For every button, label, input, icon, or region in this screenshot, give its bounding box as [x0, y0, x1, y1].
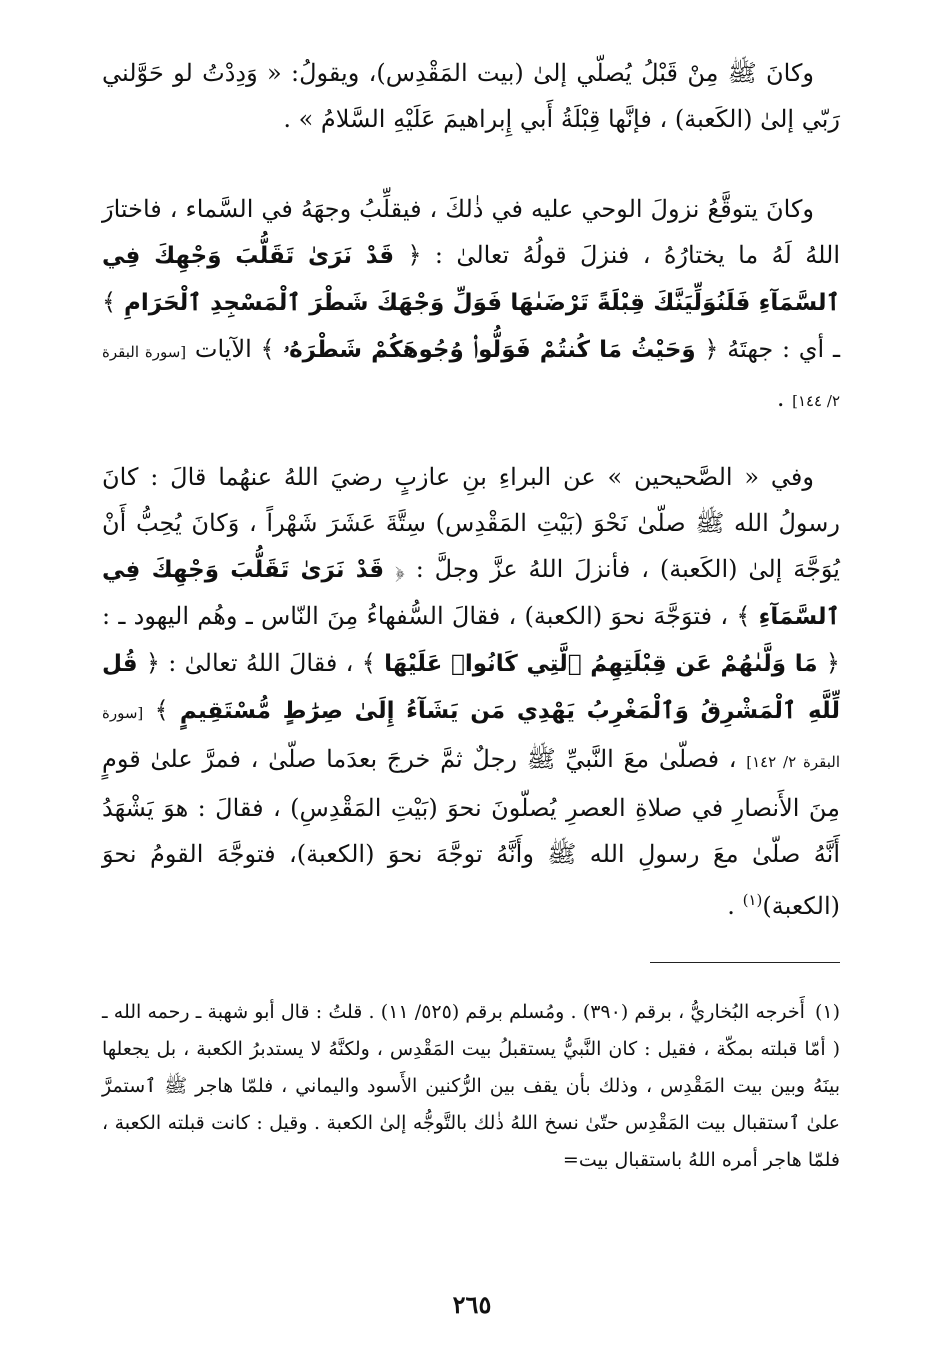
paragraph-3 — [102, 454, 840, 929]
footnote — [102, 994, 840, 1179]
paragraph-3-text: ﴾ ، فتوَجَّهَ نحوَ (الكعبة) ، فقالَ السُّفهاءُ مِنَ النّاس ـ وهُم اليهود ـ : ﴿ — [102, 602, 840, 677]
quran-verse: قُل لِّلَّهِ ٱلْمَشْرِقُ وَٱلْمَغْرِبُ يَهْدِي مَن يَشَآءُ إِلَىٰ صِرَٰطٍ مُّسْتَقِيمٍ — [102, 651, 840, 724]
paragraph-3-text: ﴾ ، فقالَ اللهُ تعالىٰ : ﴿ — [137, 649, 385, 677]
paragraph-1-end: » . — [283, 105, 321, 133]
paragraph-2-text: ﴾ ـ أي : جهتَهُ ﴿ — [102, 288, 840, 363]
surah-reference: [سورة البقرة ٢/ ١٤٢] — [102, 704, 841, 771]
paragraph-2-text: وكانَ يتوقَّعُ نزولَ الوحي عليه في ذٰلكَ ، فيقلِّبُ وجهَهُ في السَّماء ، فاختارَ اللهُ لَهُ ما يختارُهُ ، فنزلَ قولُهُ تعالىٰ : ﴿ — [102, 195, 840, 269]
footnote-text: أَخرجه البُخاريُّ ، برقم (٣٩٠) . ومُسلم برقم (٥٢٥/ ١١) . قلتُ : قال أبو شهبة ـ رحمه الله ـ ( أمّا قبلته بمكّة ، فقيل : كان النَّبيُّ يستقبلُ بيت المَقْدِس ، ولكنَّهُ لا يستدبرُ الكعبة ، بل يجعلها بينَهُ وبين بيت المَقْدِس ، وذلك بأن يقف بين الرُّكنين الأَسود واليماني ، فلمّا هاجر ﷺ ٱستمرَّ علىٰ ٱستقبال بيت المَقْدِس حتّىٰ نسخ اللهُ ذٰلك بالتَّوجُّه إلىٰ الكعبة . وقيل : كانت قبلته الكعبة ، فلمّا هاجر أمره اللهُ باستقبال بيت= — [102, 1001, 840, 1171]
footnote-separator — [650, 962, 840, 963]
page-number: ٢٦٥ — [452, 1290, 492, 1319]
footnote-marker[interactable]: (١) — [742, 891, 763, 909]
surah-reference: [سورة البقرة ٢/ ١٤٤] — [102, 343, 840, 410]
quran-verse: وَحَيْثُ مَا كُنتُمْ فَوَلُّوا۟ وُجُوهَكُمْ شَطْرَهُۥ — [283, 337, 696, 363]
paragraph-3-text: وفي « الصَّحيحين » عن البراءِ بنِ عازبٍ رضيَ اللهُ عنهُما قالَ : كانَ رسولُ الله ﷺ صلّىٰ نَحْوَ (بَيْتِ المَقْدِس) سِتَّةَ عَشَرَ شَهْراً ، وَكانَ يُحِبُّ أَنْ يُوَجَّهَ إلىٰ (الكَعبة) ، فأنزلَ اللهُ عزَّ وجلَّ : ﴿ — [102, 463, 840, 583]
paragraph-2 — [102, 186, 840, 424]
quran-verse: قَدْ نَرَىٰ تَقَلُّبَ وَجْهِكَ فِي ٱلسَّمَآءِ — [102, 557, 840, 630]
paragraph-3-text: ﴾ — [143, 696, 180, 724]
quran-verse: مَا وَلَّىٰهُمْ عَن قِبْلَتِهِمُ ٱلَّتِي كَانُوا۟ عَلَيْهَا — [384, 651, 818, 677]
paragraph-3-end: . — [727, 892, 743, 920]
paragraph-3-text: ، فصلّىٰ معَ النَّبيِّ ﷺ رجلٌ ثمَّ خرجَ بعدَما صلّىٰ ، فمرَّ علىٰ قومٍ مِنَ الأَنصارِ في صلاةِ العصرِ يُصلّونَ نحوَ (بَيْتِ المَقْدِسِ) ، فقالَ : هوَ يَشْهَدُ أَنَّهُ صلّىٰ معَ رسولِ الله ﷺ وأَنَّهُ توجَّهَ نحوَ (الكعبة)، فتوجَّهَ القومُ نحوَ (الكعبة) — [102, 745, 840, 920]
paragraph-1-text: وكانَ ﷺ مِنْ قَبْلُ يُصلّي إلىٰ (بيت المَقْدِس)، ويقولُ: « — [257, 59, 815, 87]
quran-verse: قَدْ نَرَىٰ تَقَلُّبَ وَجْهِكَ فِي ٱلسَّمَآءِ فَلَنُوَلِّيَنَّكَ قِبْلَةً تَرْضَىٰهَا فَوَلِّ وَجْهَكَ شَطْرَ ٱلْمَسْجِدِ ٱلْحَرَامِ — [102, 243, 840, 316]
prophet-quote: وَدِدْتُ لو حَوَّلني رَبّي إلىٰ (الكَعبة) ، فإنَّها قِبْلَةُ أَبي إِبراهيمَ عَلَيْهِ السَّلامُ — [102, 59, 840, 133]
paragraph-1 — [102, 50, 840, 142]
paragraph-2-end: . — [776, 384, 793, 412]
paragraph-2-text: ﴾ الآيات — [186, 335, 284, 363]
footnote-number: (١) — [814, 1001, 841, 1023]
